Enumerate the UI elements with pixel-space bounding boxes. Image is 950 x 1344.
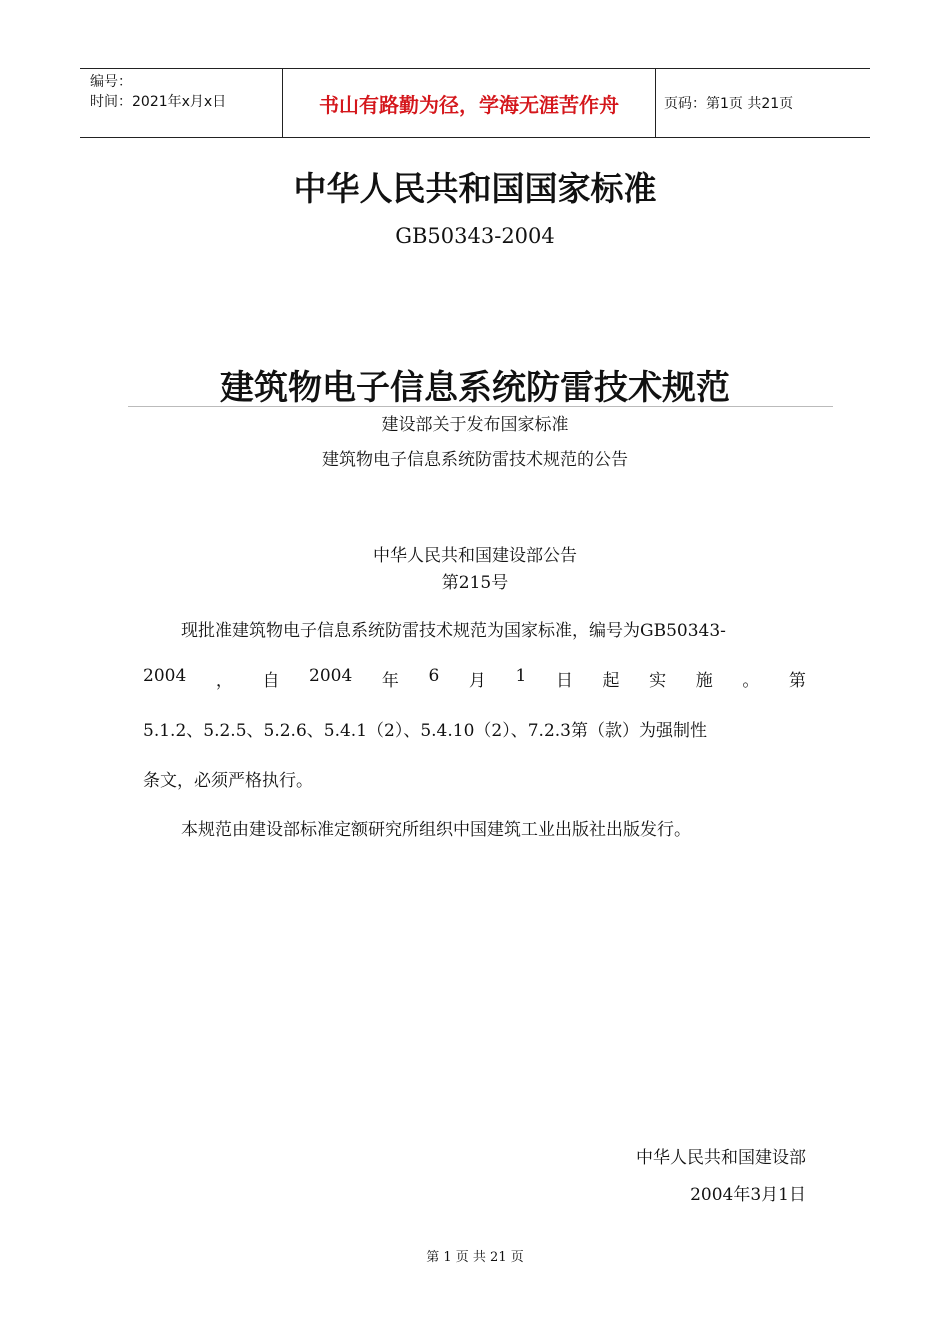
subtitle-line-2: 建筑物电子信息系统防雷技术规范的公告 [322,450,628,470]
body-line-2-token: 第 [788,671,806,691]
time-label: 时间：2021年x月x日 [90,94,227,110]
body-line-4: 条文，必须严格执行。 [143,771,313,791]
body-line-2 [143,666,806,691]
announcement-number: 第215号 [441,573,509,593]
page-footer: 第 1 页 共 21 页 [426,1250,524,1265]
page-info-text: 页码：第1页 共21页 [664,96,794,112]
header-page-info [664,69,870,137]
announcement-heading: 中华人民共和国建设部公告 [373,546,577,566]
body-line-3: 5.1.2、5.2.5、5.2.6、5.4.1（2）、5.4.10（2）、7.2.3第（款）为强制性 [143,721,707,741]
body-line-2-token: 2004 [143,666,187,686]
issue-date: 2004年3月1日 [690,1185,806,1205]
body-line-2-token: ， [215,671,233,691]
body-line-2-token: 实 [649,671,667,691]
body-line-5: 本规范由建设部标准定额研究所组织中国建筑工业出版社出版发行。 [181,820,691,840]
body-line-2-token: 月 [468,671,486,691]
body-line-2-token: 起 [602,671,620,691]
number-label: 编号： [90,74,132,90]
body-line-2-token: 年 [381,671,399,691]
standard-code: GB50343-2004 [395,224,555,248]
title-divider [128,406,833,407]
body-line-2-token: 施 [695,671,713,691]
body-line-2-token: 1 [515,666,527,686]
body-line-2-token: 。 [742,671,760,691]
body-line-2-token: 6 [428,666,440,686]
body-line-1: 现批准建筑物电子信息系统防雷技术规范为国家标准，编号为GB50343- [181,621,726,641]
header-meta [80,69,282,137]
header-motto: 书山有路勤为径，学海无涯苦作舟 [282,69,656,137]
header-table [80,68,870,138]
body-line-2-token: 2004 [309,666,353,686]
document-title: 建筑物电子信息系统防雷技术规范 [220,368,730,408]
subtitle-line-1: 建设部关于发布国家标准 [381,415,569,435]
body-line-2-token: 自 [262,671,280,691]
body-line-2-token: 日 [555,671,573,691]
issuer-signature: 中华人民共和国建设部 [636,1148,806,1168]
standard-heading: 中华人民共和国国家标准 [293,169,657,208]
